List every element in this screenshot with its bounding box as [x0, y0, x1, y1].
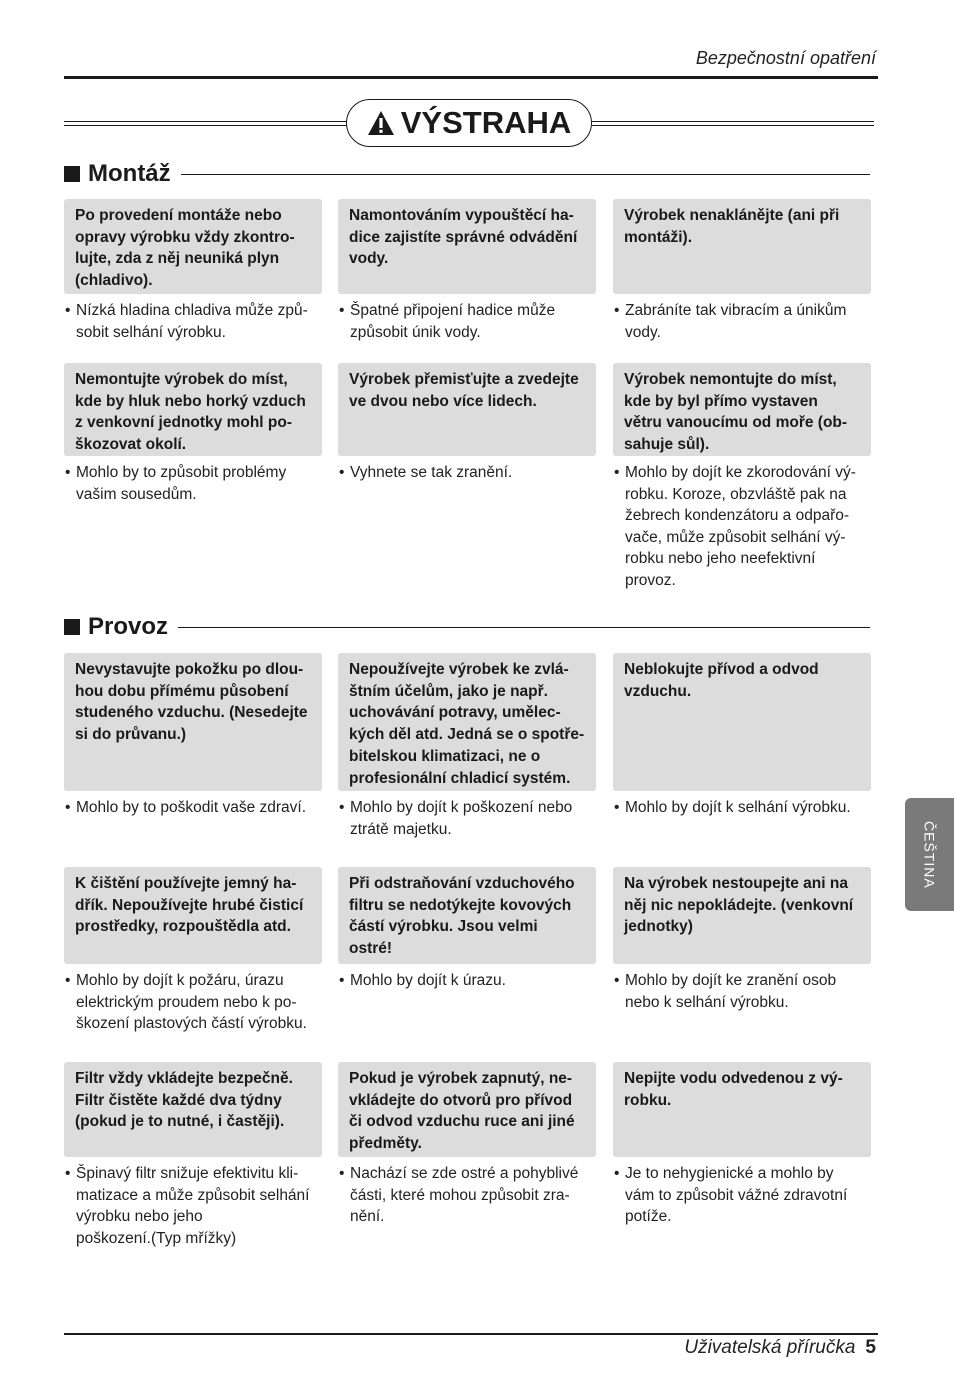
- warning-card-note-text: Mohlo by dojít k požáru, úrazu elektrickým proudem nebo k po- škození plastových částí výrobku.: [76, 972, 307, 1032]
- warning-card-heading: Výrobek nemontujte do míst, kde by byl přímo vystaven větru vanoucímu od moře (ob- sahuje sůl).: [613, 363, 871, 456]
- section-rule: [181, 174, 870, 175]
- warning-card-note-text: Zabráníte tak vibracím a únikům vody.: [625, 302, 847, 341]
- footer-rule: [64, 1333, 878, 1335]
- warning-card-note: [64, 970, 322, 1035]
- warning-card: [613, 867, 871, 1013]
- warning-triangle-icon: [367, 110, 395, 136]
- warning-card-note: [64, 797, 322, 819]
- bullet-icon: •: [65, 1165, 71, 1182]
- warning-card-note-text: Mohlo by dojít ke zkorodování vý- robku. Koroze, obzvláště pak na žebrech kondenzátoru a odpařo- vače, může způsobit selhání vý- robku nebo jeho neefektivní provoz.: [625, 464, 856, 589]
- warning-card: [613, 653, 871, 819]
- warning-card-note: [64, 1163, 322, 1249]
- bullet-icon: •: [65, 972, 71, 989]
- warning-card-note: [338, 1163, 596, 1228]
- warning-card-note: [613, 970, 871, 1013]
- warning-card-note-text: Mohlo by to poškodit vaše zdraví.: [76, 799, 307, 816]
- warning-card: [613, 363, 871, 591]
- page-header-title: Bezpečnostní opatření: [695, 48, 876, 68]
- section-rule: [178, 627, 870, 628]
- section-header-montaz: [64, 160, 870, 188]
- bullet-icon: •: [614, 799, 620, 816]
- warning-card-note: [338, 462, 596, 484]
- warning-card-heading: Po provedení montáže nebo opravy výrobku vždy zkontro- lujte, zda z něj neuniká plyn (chladivo).: [64, 199, 322, 294]
- warning-card-note-text: Špinavý filtr snižuje efektivitu kli- matizace a může způsobit selhání výrobku nebo jeho poškození.(Typ mřížky): [76, 1165, 310, 1247]
- warning-card-note-text: Špatné připojení hadice může způsobit únik vody.: [350, 302, 556, 341]
- warning-card: [338, 1062, 596, 1228]
- bullet-icon: •: [339, 799, 345, 816]
- bullet-icon: •: [65, 302, 71, 319]
- warning-card: [338, 199, 596, 343]
- warning-card: [338, 867, 596, 992]
- warning-card: [64, 867, 322, 1035]
- warning-card-note: [64, 462, 322, 505]
- section-square-icon: [64, 619, 80, 635]
- bullet-icon: •: [65, 799, 71, 816]
- warning-card-note-text: Mohlo by dojít k úrazu.: [350, 972, 506, 989]
- warning-card-heading: Namontováním vypouštěcí ha- dice zajistíte správné odvádění vody.: [338, 199, 596, 294]
- warning-card-note: [613, 300, 871, 343]
- warning-card-note: [613, 462, 871, 591]
- warning-card-note: [338, 970, 596, 992]
- warning-card-note-text: Mohlo by dojít ke zranění osob nebo k selhání výrobku.: [625, 972, 837, 1011]
- warning-card-heading: Neblokujte přívod a odvod vzduchu.: [613, 653, 871, 791]
- warning-card-note-text: Vyhnete se tak zranění.: [350, 464, 513, 481]
- warning-card-note-text: Mohlo by to způsobit problémy vašim sousedům.: [76, 464, 287, 503]
- warning-title: VÝSTRAHA: [400, 105, 572, 140]
- warning-card-note: [613, 797, 871, 819]
- bullet-icon: •: [65, 464, 71, 481]
- warning-card: [613, 199, 871, 343]
- warning-card: [338, 363, 596, 484]
- warning-card: [64, 363, 322, 505]
- bullet-icon: •: [614, 464, 620, 481]
- warning-card: [64, 1062, 322, 1249]
- page-number: 5: [865, 1337, 876, 1358]
- bullet-icon: •: [339, 972, 345, 989]
- warning-card-heading: Filtr vždy vkládejte bezpečně. Filtr čistěte každé dva týdny (pokud je to nutné, i častěji).: [64, 1062, 322, 1157]
- warning-card-note: [338, 300, 596, 343]
- language-tab-label: ČEŠTINA: [921, 820, 938, 889]
- warning-card-heading: Výrobek přemisťujte a zvedejte ve dvou nebo více lidech.: [338, 363, 596, 456]
- bullet-icon: •: [339, 464, 345, 481]
- warning-card: [613, 1062, 871, 1228]
- warning-card: [64, 199, 322, 343]
- warning-card: [338, 653, 596, 840]
- warning-card-note-text: Je to nehygienické a mohlo by vám to způsobit vážné zdravotní potíže.: [625, 1165, 848, 1225]
- warning-card-heading: Nepijte vodu odvedenou z vý- robku.: [613, 1062, 871, 1157]
- section-header-provoz: [64, 613, 870, 641]
- warning-card-note: [338, 797, 596, 840]
- bullet-icon: •: [614, 302, 620, 319]
- warning-card-heading: Pokud je výrobek zapnutý, ne- vkládejte do otvorů pro přívod či odvod vzduchu ruce ani jiné předměty.: [338, 1062, 596, 1157]
- warning-banner: [346, 99, 592, 147]
- section-title: Montáž: [88, 160, 171, 187]
- warning-card-heading: Nemontujte výrobek do míst, kde by hluk nebo horký vzduch z venkovní jednotky mohl po- škozovat okolí.: [64, 363, 322, 456]
- warning-card-heading: Nevystavujte pokožku po dlou- hou dobu přímému působení studeného vzduchu. (Nesedejte si do průvanu.): [64, 653, 322, 791]
- header-rule: [64, 76, 878, 79]
- warning-card-heading: Při odstraňování vzduchového filtru se nedotýkejte kovových částí výrobku. Jsou velmi ostré!: [338, 867, 596, 964]
- bullet-icon: •: [614, 972, 620, 989]
- warning-card-note: [613, 1163, 871, 1228]
- section-title: Provoz: [88, 613, 169, 640]
- bullet-icon: •: [339, 1165, 345, 1182]
- warning-card-note-text: Mohlo by dojít k selhání výrobku.: [625, 799, 851, 816]
- warning-rule-left: [64, 121, 347, 126]
- warning-card-heading: Výrobek nenaklánějte (ani při montáži).: [613, 199, 871, 294]
- language-tab: [905, 798, 954, 911]
- warning-card: [64, 653, 322, 819]
- warning-card-heading: Nepoužívejte výrobek ke zvlá- štním účelům, jako je např. uchovávání potravy, umělec- kých děl atd. Jedná se o spotře- bitelskou klimatizaci, ne o profesionální chladicí systém.: [338, 653, 596, 791]
- footer-text: Uživatelská příručka: [684, 1337, 856, 1358]
- bullet-icon: •: [339, 302, 345, 319]
- warning-rule-right: [592, 121, 874, 126]
- warning-card-note: [64, 300, 322, 343]
- warning-card-note-text: Nízká hladina chladiva může způ- sobit selhání výrobku.: [76, 302, 308, 341]
- warning-card-heading: K čištění používejte jemný ha- dřík. Nepoužívejte hrubé čisticí prostředky, rozpouštědla atd.: [64, 867, 322, 964]
- section-square-icon: [64, 166, 80, 182]
- page-footer: [684, 1337, 876, 1359]
- warning-card-note-text: Mohlo by dojít k poškození nebo ztrátě majetku.: [350, 799, 573, 838]
- warning-card-note-text: Nachází se zde ostré a pohyblivé části, které mohou způsobit zra- nění.: [350, 1165, 579, 1225]
- bullet-icon: •: [614, 1165, 620, 1182]
- warning-card-heading: Na výrobek nestoupejte ani na něj nic nepokládejte. (venkovní jednotky): [613, 867, 871, 964]
